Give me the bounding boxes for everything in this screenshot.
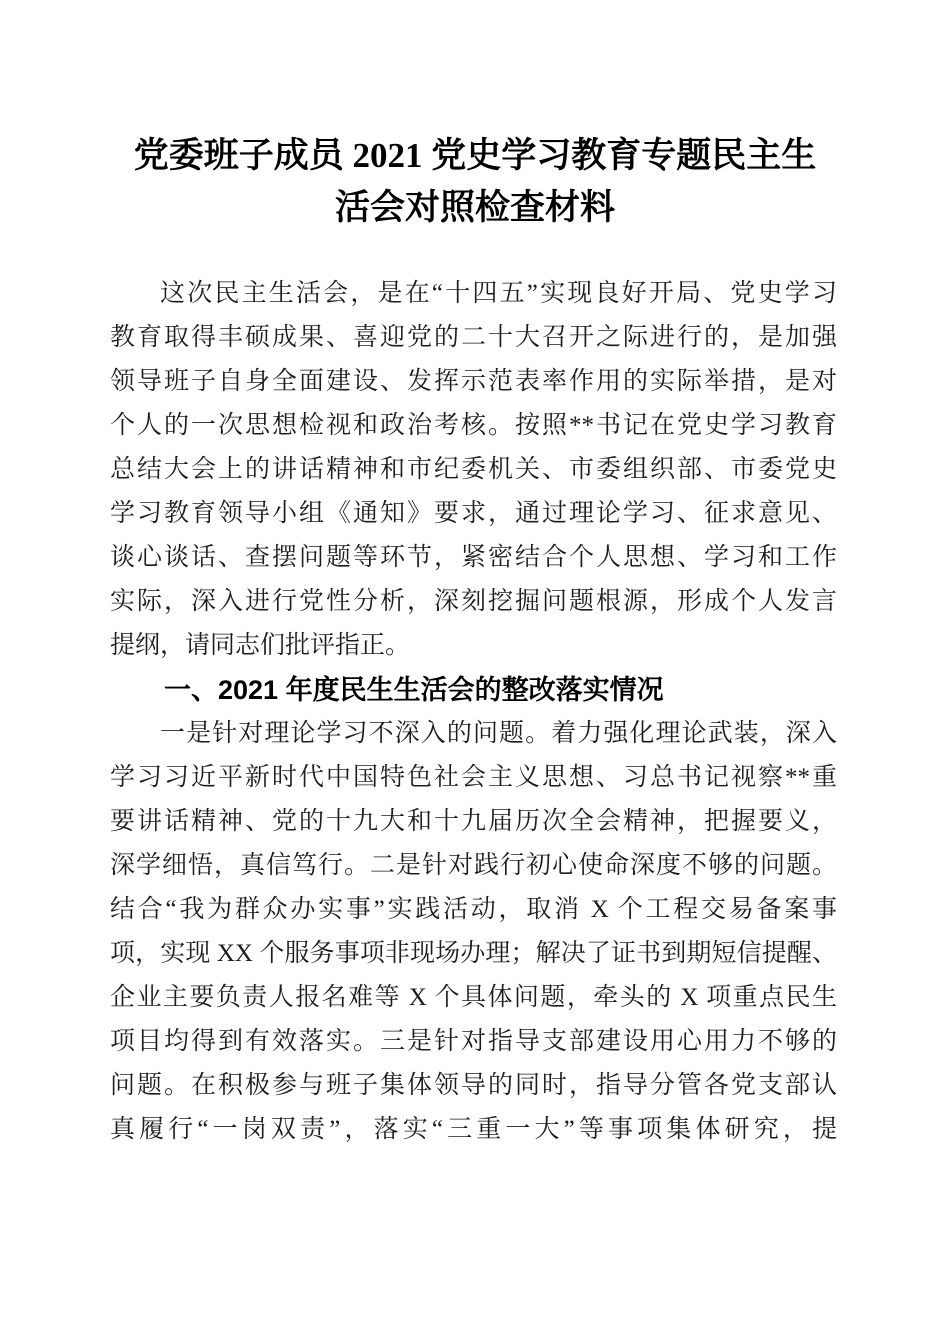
paragraph-text-line: 学习习近平新时代中国特色社会主义思想、习总书记视察**重	[110, 764, 837, 791]
paragraph-text-line: 一是针对理论学习不深入的问题。着力强化理论武装，深入	[160, 720, 837, 747]
paragraph-text-line: 谈心谈话、查摆问题等环节，紧密结合个人思想、学习和工作	[110, 544, 837, 571]
paragraph-text-line: 结合“我为群众办实事”实践活动，取消 X 个工程交易备案事	[110, 896, 837, 923]
paragraph-text-line: 深学细悟，真信笃行。二是针对践行初心使命深度不够的问题。	[110, 852, 837, 879]
section-heading: 一、2021 年度民生生活会的整改落实情况	[164, 675, 664, 705]
paragraph-text-line: 教育取得丰硕成果、喜迎党的二十大召开之际进行的，是加强	[110, 324, 837, 351]
paragraph-text-line: 实际，深入进行党性分析，深刻挖掘问题根源，形成个人发言	[110, 588, 837, 615]
document-title	[100, 0, 850, 234]
paragraph-text-line: 要讲话精神、党的十九大和十九届历次全会精神，把握要义，	[110, 808, 837, 835]
paragraph-text-line: 企业主要负责人报名难等 X 个具体问题，牵头的 X 项重点民生	[110, 984, 837, 1011]
document-title-line-2: 活会对照检查材料	[334, 188, 615, 227]
paragraph-text-line: 总结大会上的讲话精神和市纪委机关、市委组织部、市委党史	[110, 456, 837, 483]
document-title-line-1: 党委班子成员 2021 党史学习教育专题民主生	[133, 136, 817, 175]
paragraph-text-line: 提纲，请同志们批评指正。	[110, 632, 411, 659]
paragraph-text-line: 领导班子自身全面建设、发挥示范表率作用的实际举措，是对	[110, 368, 837, 395]
paragraph-text-line: 个人的一次思想检视和政治考核。按照**书记在党史学习教育	[110, 412, 837, 439]
paragraph-text-line: 真履行“一岗双责”，落实“三重一大”等事项集体研究，提	[110, 1116, 837, 1143]
document-body	[110, 272, 837, 1152]
paragraph-text-line: 学习教育领导小组《通知》要求，通过理论学习、征求意见、	[110, 500, 837, 527]
paragraph-text-line: 这次民主生活会，是在“十四五”实现良好开局、党史学习	[160, 280, 837, 307]
paragraph-text-line: 项，实现 XX 个服务事项非现场办理；解决了证书到期短信提醒、	[110, 940, 837, 967]
paragraph-text-line: 问题。在积极参与班子集体领导的同时，指导分管各党支部认	[110, 1072, 837, 1099]
paragraph-text-line: 项目均得到有效落实。三是针对指导支部建设用心用力不够的	[110, 1028, 837, 1055]
